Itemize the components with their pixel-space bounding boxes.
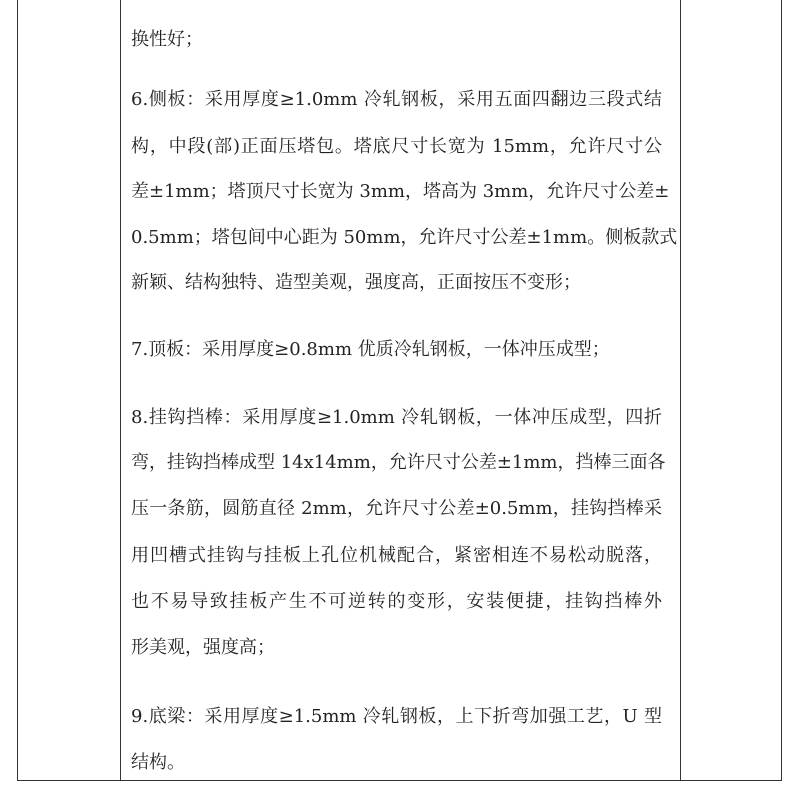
spec-line: 8.挂钩挡棒：采用厚度≥1.0mm 冷轧钢板，一体冲压成型，四折 (131, 407, 662, 428)
spec-line: 换性好； (131, 29, 203, 50)
spec-line: 新颖、结构独特、造型美观，强度高，正面按压不变形； (131, 272, 581, 293)
table-border-right (781, 0, 782, 781)
spec-line: 构，中段(部)正面压塔包。塔底尺寸长宽为 15mm，允许尺寸公 (131, 136, 662, 157)
spec-line: 差±1mm；塔顶尺寸长宽为 3mm，塔高为 3mm，允许尺寸公差± (131, 181, 670, 202)
spec-line: 0.5mm；塔包间中心距为 50mm，允许尺寸公差±1mm。侧板款式 (131, 227, 678, 248)
spec-line: 压一条筋，圆筋直径 2mm，允许尺寸公差±0.5mm，挂钩挡棒采 (131, 498, 662, 519)
spec-line: 7.顶板：采用厚度≥0.8mm 优质冷轧钢板，一体冲压成型； (131, 339, 610, 360)
table-column-divider-1 (120, 0, 121, 781)
spec-line: 也不易导致挂板产生不可逆转的变形，安装便捷，挂钩挡棒外 (131, 591, 662, 612)
table-border-bottom (17, 780, 782, 781)
spec-line: 结构。 (131, 752, 185, 773)
spec-line: 6.侧板：采用厚度≥1.0mm 冷轧钢板，采用五面四翻边三段式结 (131, 89, 662, 110)
spec-line: 用凹槽式挂钩与挂板上孔位机械配合，紧密相连不易松动脱落， (131, 545, 662, 566)
table-border-left (17, 0, 18, 781)
spec-line: 9.底梁：采用厚度≥1.5mm 冷轧钢板，上下折弯加强工艺，U 型 (131, 706, 662, 727)
table-column-divider-2 (680, 0, 681, 781)
spec-line: 形美观，强度高； (131, 637, 275, 658)
spec-line: 弯，挂钩挡棒成型 14x14mm，允许尺寸公差±1mm，挡棒三面各 (131, 452, 666, 473)
